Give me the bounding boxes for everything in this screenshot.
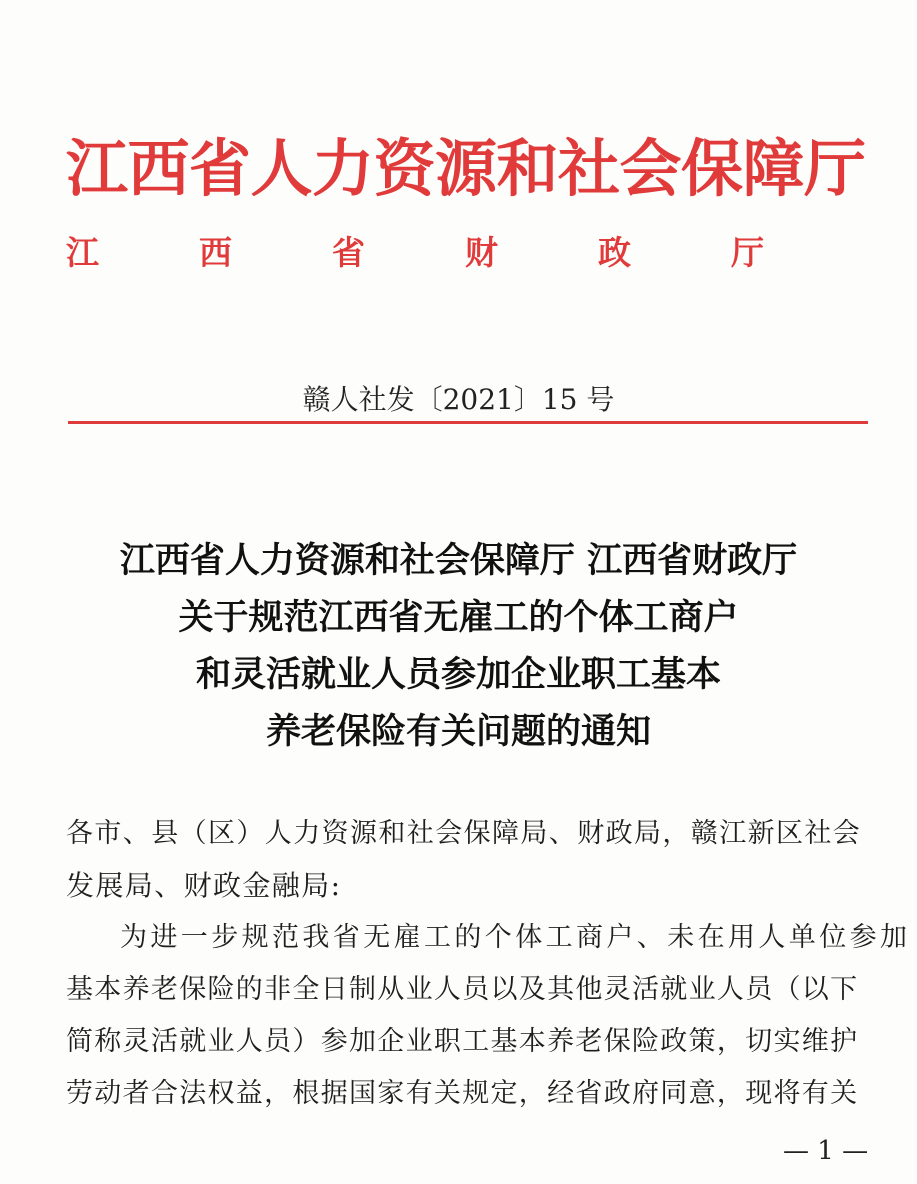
body-paragraph-line-3: 简称灵活就业人员）参加企业职工基本养老保险政策，切实维护 xyxy=(66,1026,859,1057)
body-paragraph-line-2: 基本养老保险的非全日制从业人员以及其他灵活就业人员（以下 xyxy=(66,974,859,1005)
notice-title-line-3: 和灵活就业人员参加企业职工基本 xyxy=(195,655,721,695)
addressee-line-1: 各市、县（区）人力资源和社会保障局、财政局，赣江新区社会 xyxy=(66,818,862,849)
notice-title-line-1: 江西省人力资源和社会保障厅 江西省财政厅 xyxy=(119,541,798,581)
notice-title-line-4: 养老保险有关问题的通知 xyxy=(265,712,651,752)
page-number: — 1 — xyxy=(783,1136,869,1166)
issuer-title-finance: 江西省财政厅 xyxy=(66,233,864,272)
document-number: 赣人社发〔2021〕15 号 xyxy=(302,383,615,416)
addressee-line-2: 发展局、财政金融局: xyxy=(66,869,342,902)
body-paragraph-line-1: 为进一步规范我省无雇工的个体工商户、未在用人单位参加 xyxy=(120,922,911,953)
issuer-title-hrss: 江西省人力资源和社会保障厅 xyxy=(66,132,866,205)
body-paragraph-line-4: 劳动者合法权益，根据国家有关规定，经省政府同意，现将有关 xyxy=(66,1078,859,1109)
notice-title-line-2: 关于规范江西省无雇工的个体工商户 xyxy=(178,598,739,638)
red-divider-line xyxy=(68,421,868,424)
